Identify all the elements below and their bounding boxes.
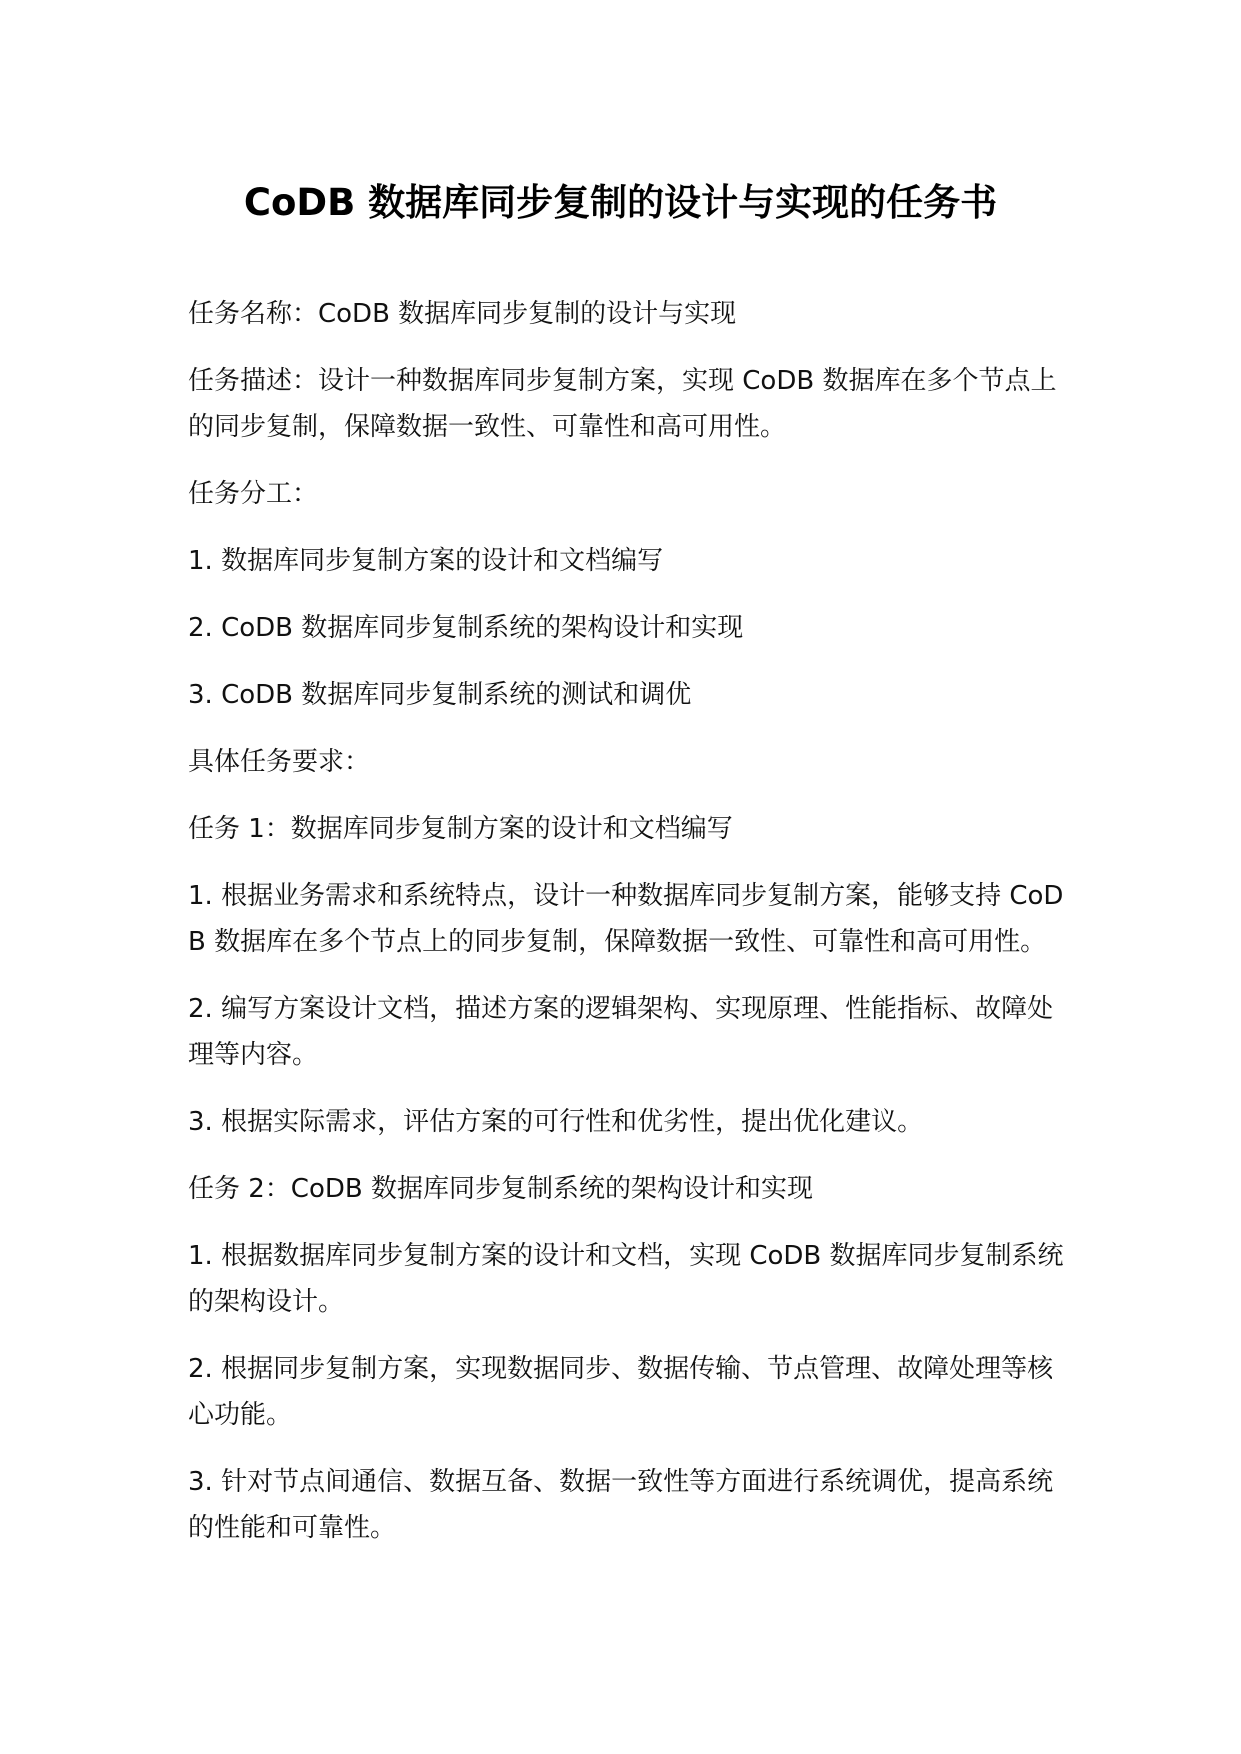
document-title: CoDB 数据库同步复制的设计与实现的任务书 <box>243 181 998 224</box>
paragraph-task-1-item-2: 2. 编写方案设计文档，描述方案的逻辑架构、实现原理、性能指标、故障处理等内容。 <box>188 994 1054 1070</box>
paragraph-division-item-3: 3. CoDB 数据库同步复制系统的测试和调优 <box>188 680 692 710</box>
paragraph-task-1-item-1: 1. 根据业务需求和系统特点，设计一种数据库同步复制方案，能够支持 CoDB 数据库在多个节点上的同步复制，保障数据一致性、可靠性和高可用性。 <box>188 881 1064 957</box>
paragraph-task-2-heading: 任务 2：CoDB 数据库同步复制系统的架构设计和实现 <box>188 1174 813 1204</box>
paragraph-task-name: 任务名称：CoDB 数据库同步复制的设计与实现 <box>188 299 737 329</box>
paragraph-division-item-1: 1. 数据库同步复制方案的设计和文档编写 <box>188 546 664 576</box>
paragraph-task-1-item-3: 3. 根据实际需求，评估方案的可行性和优劣性，提出优化建议。 <box>188 1107 924 1137</box>
paragraph-requirements-heading: 具体任务要求： <box>188 747 371 777</box>
paragraph-task-description: 任务描述：设计一种数据库同步复制方案，实现 CoDB 数据库在多个节点上的同步复制，保障数据一致性、可靠性和高可用性。 <box>188 366 1057 442</box>
paragraph-task-2-item-3: 3. 针对节点间通信、数据互备、数据一致性等方面进行系统调优，提高系统的性能和可靠性。 <box>188 1467 1054 1543</box>
document-body <box>188 291 1068 1572</box>
paragraph-division-item-2: 2. CoDB 数据库同步复制系统的架构设计和实现 <box>188 613 744 643</box>
paragraph-task-division-heading: 任务分工： <box>188 479 319 509</box>
paragraph-task-2-item-1: 1. 根据数据库同步复制方案的设计和文档，实现 CoDB 数据库同步复制系统的架构设计。 <box>188 1241 1064 1317</box>
paragraph-task-1-heading: 任务 1：数据库同步复制方案的设计和文档编写 <box>188 814 733 844</box>
paragraph-task-2-item-2: 2. 根据同步复制方案，实现数据同步、数据传输、节点管理、故障处理等核心功能。 <box>188 1354 1054 1430</box>
